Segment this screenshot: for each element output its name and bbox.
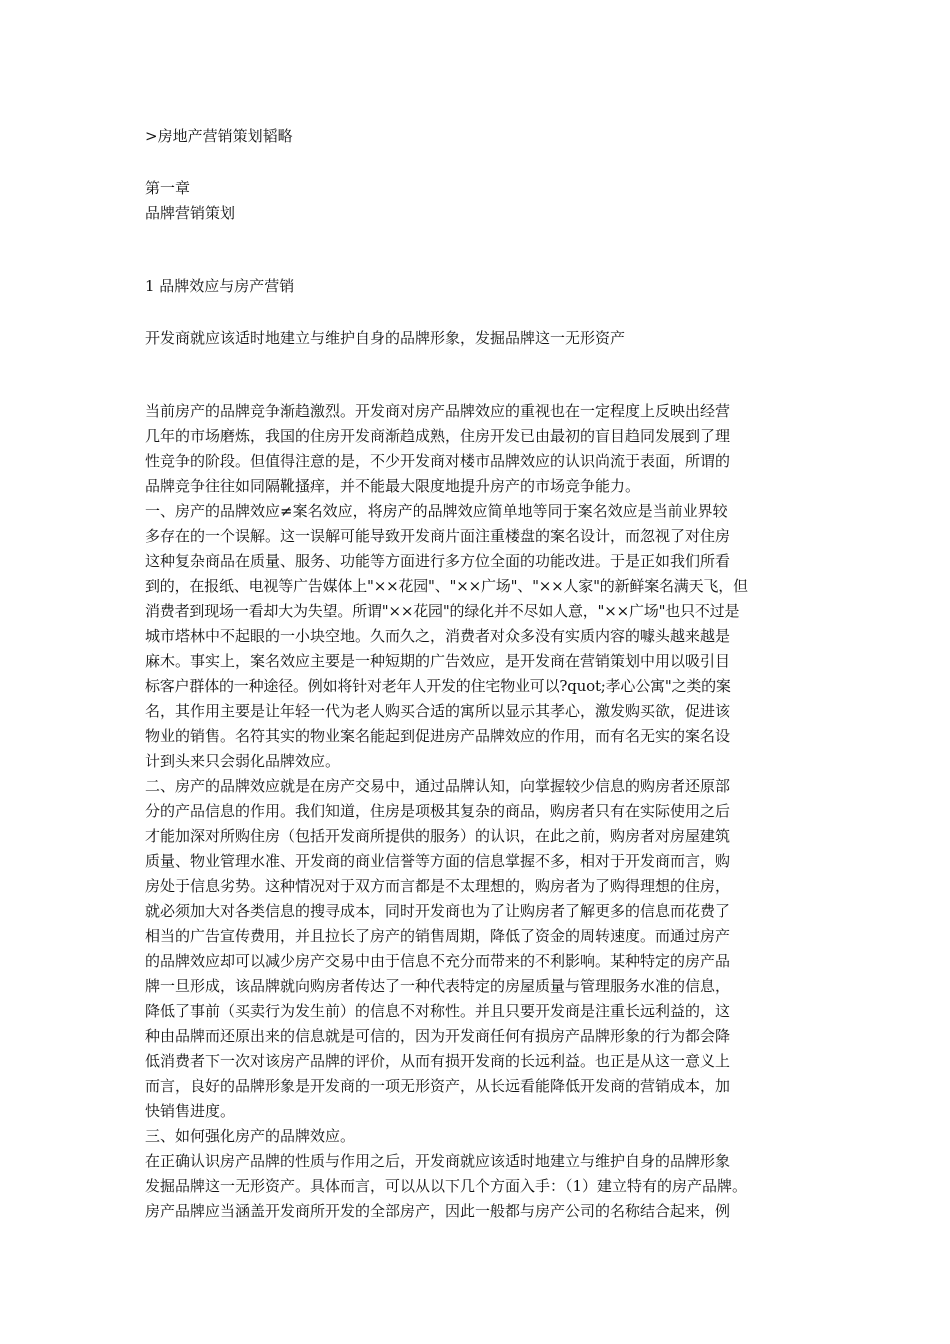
chapter-title: 品牌营销策划 xyxy=(145,204,236,222)
body-line: 麻木。事实上，案名效应主要是一种短期的广告效应，是开发商在营销策划中用以吸引目 xyxy=(145,652,731,670)
body-line: 标客户群体的一种途径。例如将针对老年人开发的住宅物业可以?quot;孝心公寓"之类的案 xyxy=(145,677,731,695)
body-line: 物业的销售。名符其实的物业案名能起到促进房产品牌效应的作用，而有名无实的案名设 xyxy=(145,727,731,745)
body-line: 品牌竞争往往如同隔靴搔痒，并不能最大限度地提升房产的市场竞争能力。 xyxy=(145,477,641,495)
section-lead: 开发商就应该适时地建立与维护自身的品牌形象，发掘品牌这一无形资产 xyxy=(145,329,626,347)
body-line: 房产品牌应当涵盖开发商所开发的全部房产，因此一般都与房产公司的名称结合起来，例 xyxy=(145,1202,731,1220)
body-line: 分的产品信息的作用。我们知道，住房是项极其复杂的商品，购房者只有在实际使用之后 xyxy=(145,802,731,820)
body-line: 降低了事前（买卖行为发生前）的信息不对称性。并且只要开发商是注重长远利益的，这 xyxy=(145,1002,731,1020)
body-line: 当前房产的品牌竞争渐趋激烈。开发商对房产品牌效应的重视也在一定程度上反映出经营 xyxy=(145,402,731,420)
body-line: 的品牌效应却可以减少房产交易中由于信息不充分而带来的不利影响。某种特定的房产品 xyxy=(145,952,731,970)
body-line: 性竞争的阶段。但值得注意的是，不少开发商对楼市品牌效应的认识尚流于表面，所谓的 xyxy=(145,452,731,470)
body-line: 计到头来只会弱化品牌效应。 xyxy=(145,752,341,770)
body-line: 多存在的一个误解。这一误解可能导致开发商片面注重楼盘的案名设计，而忽视了对住房 xyxy=(145,527,731,545)
body-line: 相当的广告宣传费用，并且拉长了房产的销售周期，降低了资金的周转速度。而通过房产 xyxy=(145,927,731,945)
section-heading: 1 品牌效应与房产营销 xyxy=(145,277,295,295)
body-line: 发掘品牌这一无形资产。具体而言，可以从以下几个方面入手：（1）建立特有的房产品牌。 xyxy=(145,1177,748,1195)
body-line: 名，其作用主要是让年轻一代为老人购买合适的寓所以显示其孝心，激发购买欲，促进该 xyxy=(145,702,731,720)
body-line: 才能加深对所购住房（包括开发商所提供的服务）的认识，在此之前，购房者对房屋建筑 xyxy=(145,827,731,845)
body-line: 就必须加大对各类信息的搜寻成本，同时开发商也为了让购房者了解更多的信息而花费了 xyxy=(145,902,731,920)
body-line: 一、房产的品牌效应≠案名效应，将房产的品牌效应简单地等同于案名效应是当前业界较 xyxy=(145,502,728,520)
body-line: 快销售进度。 xyxy=(145,1102,236,1120)
body-line: 消费者到现场一看却大为失望。所谓"××花园"的绿化并不尽如人意，"××广场"也只不过是 xyxy=(145,602,740,620)
document-title: >房地产营销策划韬略 xyxy=(145,127,293,145)
body-line: 城市塔林中不起眼的一小块空地。久而久之，消费者对众多没有实质内容的噱头越来越是 xyxy=(145,627,731,645)
body-line: 房处于信息劣势。这种情况对于双方而言都是不太理想的，购房者为了购得理想的住房， xyxy=(145,877,731,895)
body-line: 这种复杂商品在质量、服务、功能等方面进行多方位全面的功能改进。于是正如我们所看 xyxy=(145,552,731,570)
body-line: 低消费者下一次对该房产品牌的评价，从而有损开发商的长远利益。也正是从这一意义上 xyxy=(145,1052,731,1070)
body-line: 到的，在报纸、电视等广告媒体上"××花园"、"××广场"、"××人家"的新鲜案名满天飞，但 xyxy=(145,577,748,595)
body-line: 三、如何强化房产的品牌效应。 xyxy=(145,1127,356,1145)
body-line: 质量、物业管理水准、开发商的商业信誉等方面的信息掌握不多，相对于开发商而言，购 xyxy=(145,852,731,870)
body-line: 牌一旦形成，该品牌就向购房者传达了一种代表特定的房屋质量与管理服务水准的信息， xyxy=(145,977,731,995)
body-line: 在正确认识房产品牌的性质与作用之后，开发商就应该适时地建立与维护自身的品牌形象 xyxy=(145,1152,731,1170)
body-text xyxy=(145,399,813,1224)
body-line: 而言，良好的品牌形象是开发商的一项无形资产，从长远看能降低开发商的营销成本，加 xyxy=(145,1077,731,1095)
body-line: 几年的市场磨炼，我国的住房开发商渐趋成熟，住房开发已由最初的盲目趋同发展到了理 xyxy=(145,427,731,445)
chapter-number: 第一章 xyxy=(145,179,191,197)
body-line: 种由品牌而还原出来的信息就是可信的，因为开发商任何有损房产品牌形象的行为都会降 xyxy=(145,1027,731,1045)
body-line: 二、房产的品牌效应就是在房产交易中，通过品牌认知，向掌握较少信息的购房者还原部 xyxy=(145,777,731,795)
